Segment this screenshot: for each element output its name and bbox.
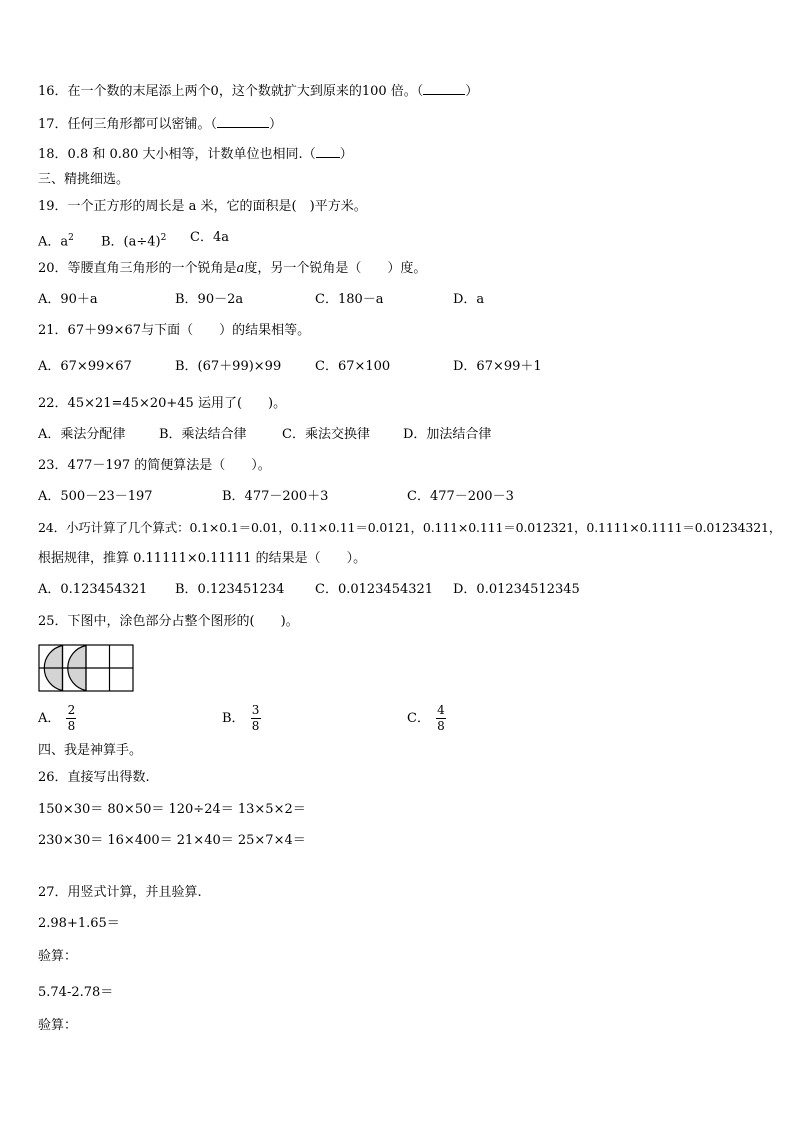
option-19-a[interactable]: A．$a^2$ [38,233,74,250]
question-24-line-1: 24．小巧计算了几个算式：0.1×0.1＝0.01，0.11×0.11＝0.0121，0.111×0.111＝0.012321，0.1111×0.1111＝0.01234321， [38,520,782,535]
answer-blank-17[interactable] [217,115,269,128]
question-20: 20．等腰直角三角形的一个锐角是a度，另一个锐角是（ ）度。 [38,261,427,276]
option-25-b[interactable]: B． $\frac{3}{8}$ [222,703,260,733]
option-20-c[interactable]: C．180－a [315,292,384,307]
answer-blank-16[interactable] [423,82,465,95]
option-20-d[interactable]: D．a [453,292,485,307]
question-23-text: 23．477－197 的简便算法是（ ）。 [38,458,271,473]
option-21-a[interactable]: A．67×99×67 [38,359,132,374]
section-heading-4: 四、我是神算手。 [38,743,143,758]
question-18-text: 18．0.8 和 0.80 大小相等，计数单位也相同.（ [38,147,316,162]
question-27-check-2: 验算： [38,1018,78,1033]
question-27-text: 27．用竖式计算，并且验算. [38,885,202,900]
question-26-text: 26．直接写出得数. [38,770,150,785]
question-26-row-1: 150×30＝ 80×50＝ 120÷24＝ 13×5×2＝ [38,802,306,817]
question-26-row-2: 230×30＝ 16×400＝ 21×40＝ 25×7×4＝ [38,833,306,848]
option-24-d[interactable]: D．0.01234512345 [453,582,580,597]
option-22-c[interactable]: C．乘法交换律 [282,427,370,442]
option-20-b[interactable]: B．90－2a [175,292,244,307]
option-24-b[interactable]: B．0.123451234 [175,582,285,597]
option-19-c[interactable]: C．4a [190,230,229,245]
question-27-check-1: 验算： [38,949,78,964]
variable-a: a [236,261,245,276]
option-23-b[interactable]: B．477－200＋3 [222,489,329,504]
question-27-expr-1: 2.98+1.65＝ [38,916,120,931]
question-21: 21．67＋99×67与下面（ ）的结果相等。 [38,323,311,338]
option-23-c[interactable]: C．477－200－3 [407,489,514,504]
question-17: 17．任何三角形都可以密铺。（ ） [38,117,283,132]
option-20-a[interactable]: A．90＋a [38,292,98,307]
question-17-text: 17．任何三角形都可以密铺。（ [38,117,218,132]
shaded-grid-figure [38,644,134,692]
question-24-line-2: 根据规律，推算 0.11111×0.11111 的结果是（ ）。 [38,551,367,566]
option-25-a[interactable]: A． $\frac{2}{8}$ [38,703,76,733]
question-27-expr-2: 5.74-2.78＝ [38,985,114,1000]
question-16-text: 16．在一个数的末尾添上两个0，这个数就扩大到原来的100 倍。（ [38,84,424,99]
option-22-b[interactable]: B．乘法结合律 [159,427,247,442]
section-heading-3: 三、精挑细选。 [38,172,130,187]
option-25-c[interactable]: C． $\frac{4}{8}$ [407,703,445,733]
question-18: 18．0.8 和 0.80 大小相等，计数单位也相同.（ ） [38,147,353,162]
question-19-text: 19．一个正方形的周长是 a 米，它的面积是( )平方米。 [38,199,367,214]
option-23-a[interactable]: A．500－23－197 [38,489,153,504]
option-22-a[interactable]: A．乘法分配律 [38,427,126,442]
question-16: 16．在一个数的末尾添上两个0，这个数就扩大到原来的100 倍。（ ） [38,84,479,99]
answer-blank-18[interactable] [316,145,340,158]
question-22-text: 22．45×21=45×20+45 运用了( )。 [38,396,287,411]
option-24-a[interactable]: A．0.123454321 [38,582,148,597]
question-25-text: 25．下图中，涂色部分占整个图形的( )。 [38,614,299,629]
option-24-c[interactable]: C．0.0123454321 [315,582,434,597]
option-21-c[interactable]: C．67×100 [315,359,391,374]
option-21-d[interactable]: D．67×99＋1 [453,359,542,374]
option-19-b[interactable]: B．$(a\div 4)^2$ [101,233,167,250]
option-21-b[interactable]: B．(67＋99)×99 [175,359,282,374]
option-22-d[interactable]: D．加法结合律 [403,427,492,442]
